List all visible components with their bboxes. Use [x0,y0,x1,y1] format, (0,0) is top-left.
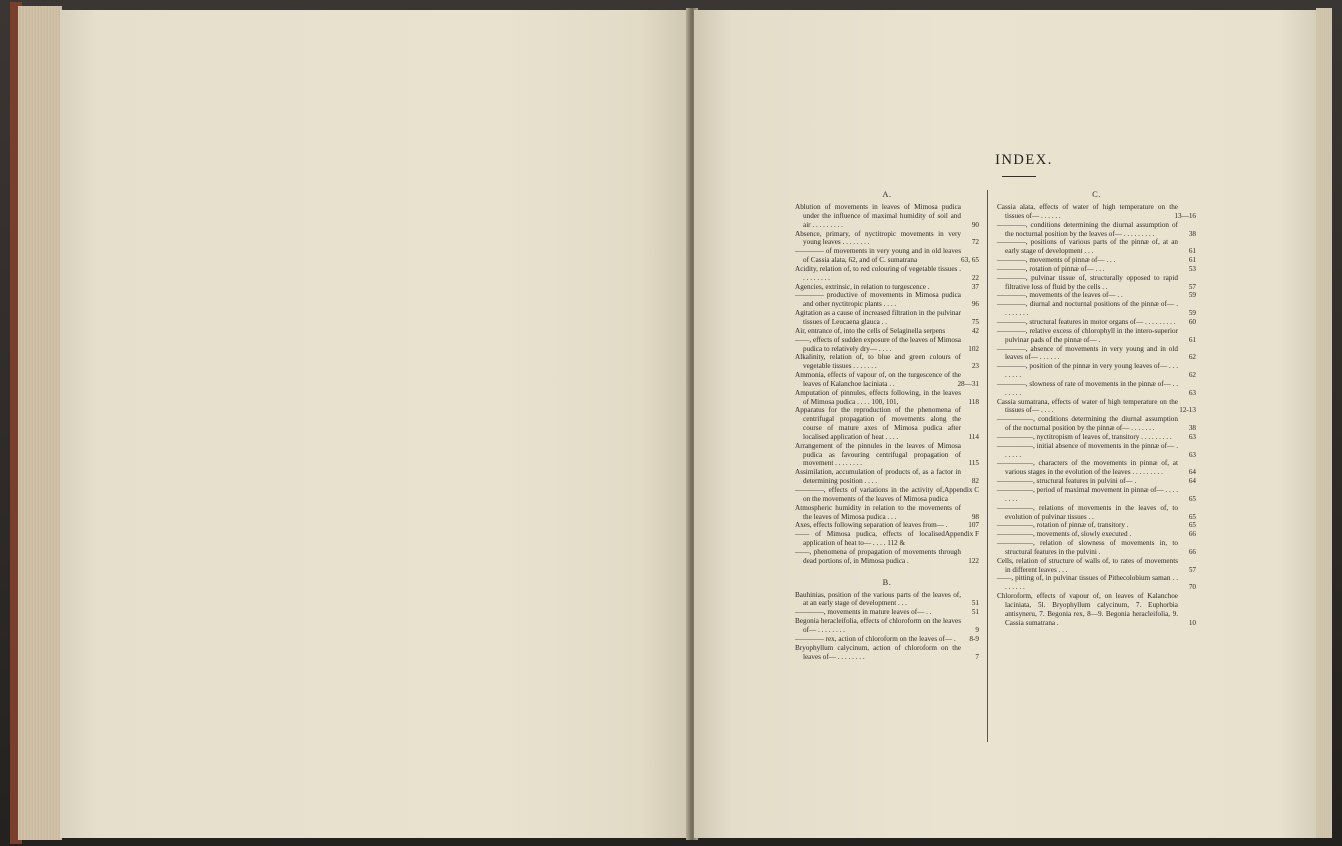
entry-text: Arrangement of the pinnules in the leaves of Mimosa pudica as favouring centrifugal propagation of movement . . . . . . . . [795,441,961,468]
section-spacer [795,566,979,578]
entry-text: —————, movements of, slowly executed . [997,530,1132,539]
entry-text: Alkalinity, relation of, to blue and green colours of vegetable tissues . . . . . . . [795,353,961,371]
index-entry [997,557,1196,575]
entry-text: —————, structural features in pulvini of— . [997,477,1137,486]
entry-page-number: 61 [1188,247,1196,256]
entry-text: Ammonia, effects of vapour of, on the turgescence of the leaves of Kalanchoe laciniata . . [795,371,961,388]
index-entry [997,362,1196,380]
index-entry [997,265,1196,274]
index-entry [997,291,1196,300]
entry-text: ————, position of the pinnæ in very young leaves of— . . . . . . . . [997,362,1178,380]
index-entry [997,539,1196,557]
entry-text: ———— of movements in very young and in old leaves of Cassia alata, 62, and of C. sumatrana [795,247,961,265]
entry-text: —————, relations of movements in the leaves of, to evolution of pulvinar tissues . . [997,503,1178,521]
entry-page-number: 98 [971,512,979,521]
entry-text: ————, relative excess of chlorophyll in the intero-superior pulvinar pads of the pinnæ of— . [997,326,1178,344]
index-entry [795,442,979,469]
entry-text: Bauhinias, position of the various parts of the leaves of, at an early stage of development . . . [795,590,961,608]
index-entry [795,548,979,566]
index-entry [795,203,979,230]
title-rule [1002,176,1036,177]
index-entry [997,592,1196,627]
entry-page-number: 65 [1188,494,1196,503]
index-column-left [795,190,979,661]
index-entry [795,406,979,441]
entry-page-number: 9 [975,625,979,634]
entry-page-number: 22 [971,273,979,282]
index-entry [997,318,1196,327]
page-edges-left [18,6,62,840]
entry-text: ————, slowness of rate of movements in the pinnæ of— . . . . . . . [997,379,1178,397]
entry-page-number: 63 [1188,450,1196,459]
index-entry [795,504,979,522]
entry-page-number: 38 [1188,229,1196,238]
index-entry [997,442,1196,460]
entry-page-number: 57 [1188,565,1196,574]
index-entry [997,415,1196,433]
index-entry [795,371,979,389]
entry-page-number: 102 [968,344,979,353]
index-entry [795,635,979,644]
entry-text: ————, conditions determining the diurnal assumption of the nocturnal position by the leaves of— . . . . . . . . . [997,220,1178,238]
entry-page-number: 66 [1188,547,1196,556]
index-entry [997,327,1196,345]
index-entry [997,433,1196,442]
entry-page-number: 65 [1188,512,1196,521]
entry-page-number: 53 [1188,264,1196,273]
index-entry [795,265,979,283]
entry-text: ————, movements of the leaves of— . . [997,291,1123,300]
entry-text: ————, rotation of pinnæ of— . . . [997,264,1105,273]
entry-text: Air, entrance of, into the cells of Selaginella serpens [795,326,946,335]
entry-text: Bryophyllum calycinum, action of chloroform on the leaves of— . . . . . . . . [795,643,961,661]
index-entry [795,353,979,371]
entry-text: —————, conditions determining the diurnal assumption of the nocturnal position by the pinnæ of— . . . . . . . [997,415,1178,433]
entry-text: ————, positions of various parts of the pinnæ of, at an early stage of development . . . [997,238,1178,256]
entry-page-number: 72 [971,238,979,247]
entry-page-number: 63, 65 [961,256,979,265]
index-entry [795,327,979,336]
entry-text: Agencies, extrinsic, in relation to turgescence . [795,282,930,291]
entry-text: Ablution of movements in leaves of Mimosa pudica under the influence of maximal humidity of soil and air . . . . . . . . . [795,203,961,229]
entry-page-number: 107 [968,521,979,530]
index-entry [795,486,979,504]
entry-text: ————, movements in mature leaves of— . . [795,608,932,617]
entry-text: Apparatus for the reproduction of the phenomena of centrifugal propagation of movements along the course of mature axes of Mimosa pudica after localised application of heat . . . . [795,406,961,441]
entry-page-number: 114 [968,432,979,441]
section-letter: A. [882,190,892,199]
index-entry [795,617,979,635]
entry-text: ——, effects of sudden exposure of the leaves of Mimosa pudica to relatively dry— . . . . [795,335,961,353]
entry-text: Absence, primary, of nyctitropic movements in very young leaves . . . . . . . . [795,229,961,247]
index-entry [795,247,979,265]
entry-page-number: 118 [968,397,979,406]
entry-page-number: 37 [971,282,979,291]
entry-text: —————, characters of the movements in pinnæ of, at various stages in the evolution of the leaves . . . . . . . . . [997,459,1178,477]
entry-text: Cells, relation of structure of walls of, to rates of movements in different leaves . . . [997,556,1178,574]
entry-page-number: 63 [1188,388,1196,397]
entry-page-number: 96 [971,300,979,309]
index-entry [795,389,979,407]
entry-text: ————, pulvinar tissue of, structurally opposed to rapid filtrative loss of fluid by the cells . . [997,273,1178,291]
entry-text: Agitation as a cause of increased filtration in the pulvinar tissues of Leucaena glauca . . [795,309,961,326]
index-entry [795,644,979,662]
section-letter: C. [1092,190,1101,199]
section-letter: B. [882,577,892,587]
entry-page-number: 23 [971,362,979,371]
entry-page-number: 38 [1188,424,1196,433]
section-entries-c [997,203,1196,628]
entry-page-number: 75 [971,317,979,326]
entry-text: ————, diurnal and nocturnal positions of the pinnæ of— . . . . . . . . [997,300,1178,318]
entry-page-number: 51 [971,599,979,608]
entry-text: Axes, effects following separation of leaves from— . [795,521,948,530]
entry-text: Atmospheric humidity in relation to the movements of the leaves of Mimosa pudica . . . [795,503,961,521]
index-entry [795,309,979,327]
entry-text: ———— productive of movements in Mimosa pudica and other nyctitropic plants . . . . [795,291,961,309]
index-entry [997,521,1196,530]
index-entry [795,608,979,617]
entry-page-number: 12-13 [1179,406,1196,415]
entry-text: —————, nyctitropism of leaves of, transitory . . . . . . . . . [997,432,1172,441]
index-entry [997,221,1196,239]
entry-page-number: 64 [1188,477,1196,486]
index-entry [997,274,1196,292]
index-entry [997,300,1196,318]
entry-text: Cassia alata, effects of water of high temperature on the tissues of— . . . . . . [997,203,1178,220]
index-entry [997,380,1196,398]
column-divider [987,190,988,742]
entry-text: Assimilation, accumulation of products of, as a factor in determining position . . . . [795,468,961,486]
entry-text: ——, phenomena of propagation of movements through dead portions of, in Mimosa pudica . [795,547,961,565]
entry-text: ————, effects of variations in the activity of, on the movements of the leaves of Mimosa pudica [795,486,948,503]
entry-text: Begonia heracleifolia, effects of chloroform on the leaves of— . . . . . . . . [795,617,961,634]
entry-page-number: 61 [1188,256,1196,265]
entry-page-number: 57 [1188,282,1196,291]
entry-text: Chloroform, effects of vapour of, on leaves of Kalanchoe laciniata, 5l. Bryophyllum calycinum, 7. Euphorbia antisyneru, 7. Begonia rex, 8—9. Begonia heracleifolia, 9. Cassia sumatrana . [997,592,1178,627]
left-page-blank [60,10,690,838]
index-entry [997,238,1196,256]
entry-page-number: 59 [1188,291,1196,300]
entry-page-number: 63 [1188,432,1196,441]
entry-page-number: 60 [1188,317,1196,326]
page-edges-right [1316,8,1332,838]
index-entry [795,336,979,354]
index-entry [997,345,1196,363]
index-entry [997,203,1196,221]
section-entries-b [795,591,979,662]
index-entry [997,504,1196,522]
entry-text: ——, pitting of, in pulvinar tissues of Pithecolobium saman . . . . . . . . [997,574,1178,592]
index-entry [997,530,1196,539]
index-entry [997,574,1196,592]
index-entry [997,486,1196,504]
index-entry [997,398,1196,416]
index-entry [795,591,979,609]
index-entry [795,230,979,248]
entry-page-number: 115 [968,459,979,468]
entry-text: ———— rex, action of chloroform on the leaves of— . [795,634,956,643]
entry-page-number: 13—16 [1174,211,1196,220]
entry-page-number: 62 [1188,353,1196,362]
entry-page-number: 42 [971,326,979,335]
index-column-right [997,190,1196,628]
section-entries-a [795,203,979,566]
entry-text: —————, initial absence of movements in the pinnæ of— . . . . . . [997,441,1178,459]
index-title: INDEX. [995,152,1053,168]
entry-page-number: 7 [975,652,979,661]
index-entry [795,291,979,309]
index-entry [795,521,979,530]
entry-text: —— of Mimosa pudica, effects of localised application of heat to— . . . . 112 & [795,530,945,548]
index-entry [795,530,979,548]
entry-page-number: 82 [971,477,979,486]
entry-page-number: Appendix C [944,486,979,494]
index-entry [997,459,1196,477]
entry-page-number: 51 [971,608,979,617]
entry-page-number: 66 [1188,530,1196,539]
entry-page-number: 64 [1188,468,1196,477]
entry-text: ————, absence of movements in very young and in old leaves of— . . . . . . [997,344,1178,362]
entry-text: Cassia sumatrana, effects of water of high temperature on the tissues of— . . . . [997,397,1178,415]
entry-page-number: 90 [971,220,979,229]
index-entry [997,256,1196,265]
entry-text: —————, period of maximal movement in pinnæ of— . . . . . . . . [997,486,1178,503]
entry-page-number: 65 [1188,521,1196,530]
entry-page-number: Appendix F [944,530,979,539]
index-entry [795,468,979,486]
entry-page-number: 10 [1188,618,1196,627]
index-entry [997,477,1196,486]
entry-text: —————, rotation of pinnæ of, transitory . [997,521,1129,530]
entry-text: —————, relation of slowness of movements in, to structural features in the pulvini . [997,539,1178,556]
entry-page-number: 62 [1188,371,1196,380]
entry-page-number: 61 [1188,335,1196,344]
entry-page-number: 70 [1188,583,1196,592]
index-entry [795,283,979,292]
entry-page-number: 122 [968,556,979,565]
entry-text: Amputation of pinnules, effects following, in the leaves of Mimosa pudica . . . . 100, 101, [795,388,961,406]
entry-page-number: 28—31 [957,379,979,388]
entry-text: Acidity, relation of, to red colouring of vegetable tissues . . . . . . . . . [795,264,961,282]
entry-page-number: 8-9 [969,634,979,643]
entry-text: ————, structural features in motor organs of— . . . . . . . . . [997,317,1176,326]
entry-text: ————, movements of pinnæ of— . . . [997,256,1116,265]
entry-page-number: 59 [1188,309,1196,318]
